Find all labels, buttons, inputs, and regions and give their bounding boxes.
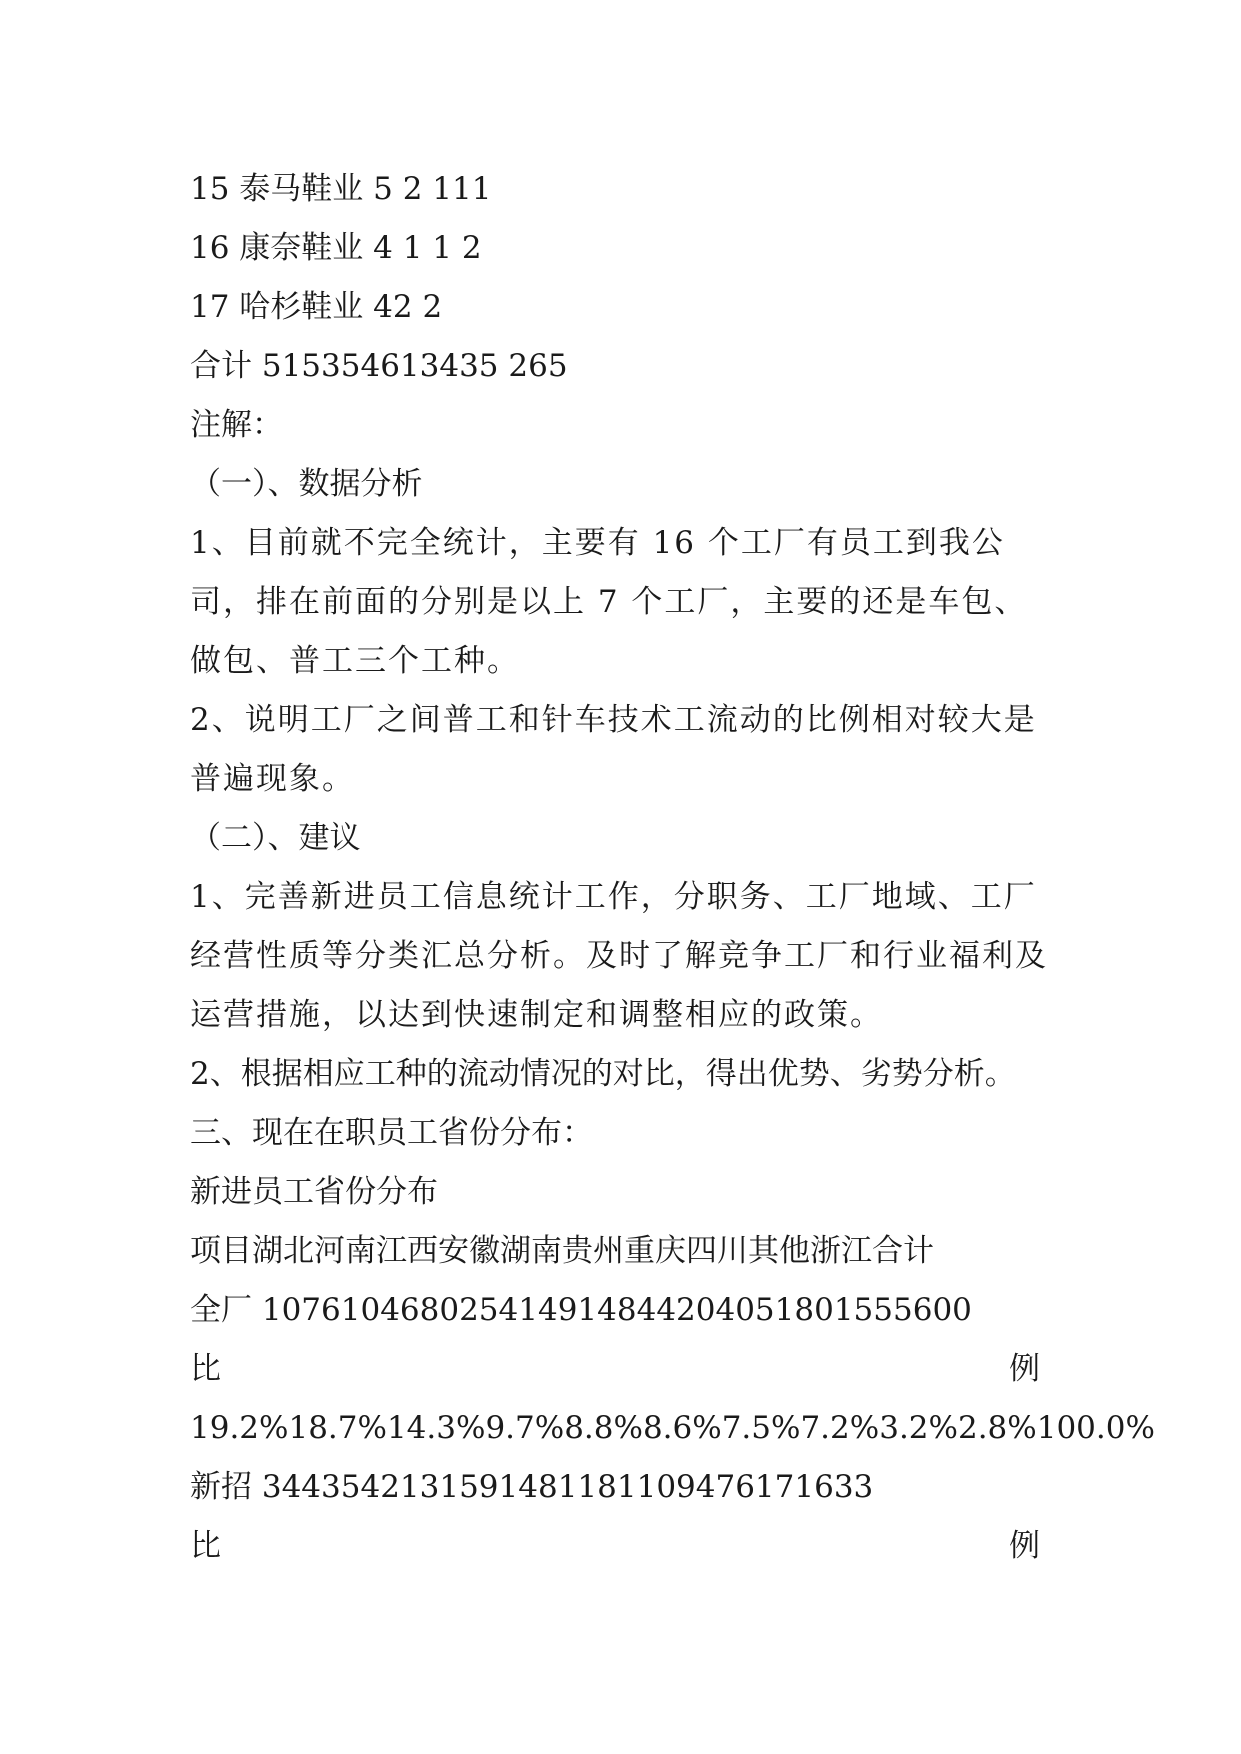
province-table-header: 项目湖北河南江西安徽湖南贵州重庆四川其他浙江合计 [190, 1233, 934, 1269]
note-heading: 注解： [190, 407, 283, 443]
ratio-label-right: 例 [1009, 1528, 1040, 1564]
table-row-16: 16 康奈鞋业 4 1 1 2 [190, 230, 482, 266]
table-row-15: 15 泰马鞋业 5 2 111 [190, 171, 492, 207]
province-row-new: 新招 344354213159148118110947617163​3 [190, 1469, 874, 1505]
section-heading-suggestions: （二）、建议 [190, 820, 361, 856]
analysis-paragraph-1: 1、目前就不完全统计，主要有 16 个工厂有员工到我公司，排在前面的分别是以上 7 个工厂，主要的还是车包、做包、普工三个工种。 [190, 525, 1028, 679]
document-body [190, 160, 1155, 1576]
section-heading-analysis: （一）、数据分析 [190, 466, 423, 502]
suggestion-paragraph-2: 2、根据相应工种的流动情况的对比，得出优势、劣势分析。 [190, 1056, 1016, 1092]
analysis-paragraph-2: 2、说明工厂之间普工和针车技术工流动的比例相对较大是普遍现象。 [190, 702, 1037, 797]
section-heading-province: 三、现在在职员工省份分布： [190, 1115, 593, 1151]
ratio-label-right: 例 [1009, 1351, 1040, 1387]
province-row-all: 全厂 10761046802541491484420405180155560​0 [190, 1292, 972, 1328]
ratio-label-left: 比 [190, 1351, 221, 1387]
table-row-17: 17 哈杉鞋业 42 2 [190, 289, 443, 325]
table-title: 新进员工省份分布 [190, 1174, 438, 1210]
ratio-label-left: 比 [190, 1528, 221, 1564]
province-row-ratio-label [190, 1340, 1040, 1399]
table-row-total: 合计 515354613435 265 [190, 348, 568, 384]
suggestion-paragraph-1: 1、完善新进员工信息统计工作，分职务、工厂地域、工厂经营性质等分类汇总分析。及时了解竞争工厂和行业福利及运营措施，以达到快速制定和调整相应的政策。 [190, 879, 1048, 1033]
province-row-percent: 19.2%18.7%14.3%9.7%8.8%8.6%7.5%7.2%3.2%2.8%100.0% [190, 1410, 1155, 1446]
province-row-ratio-label-2 [190, 1517, 1040, 1576]
